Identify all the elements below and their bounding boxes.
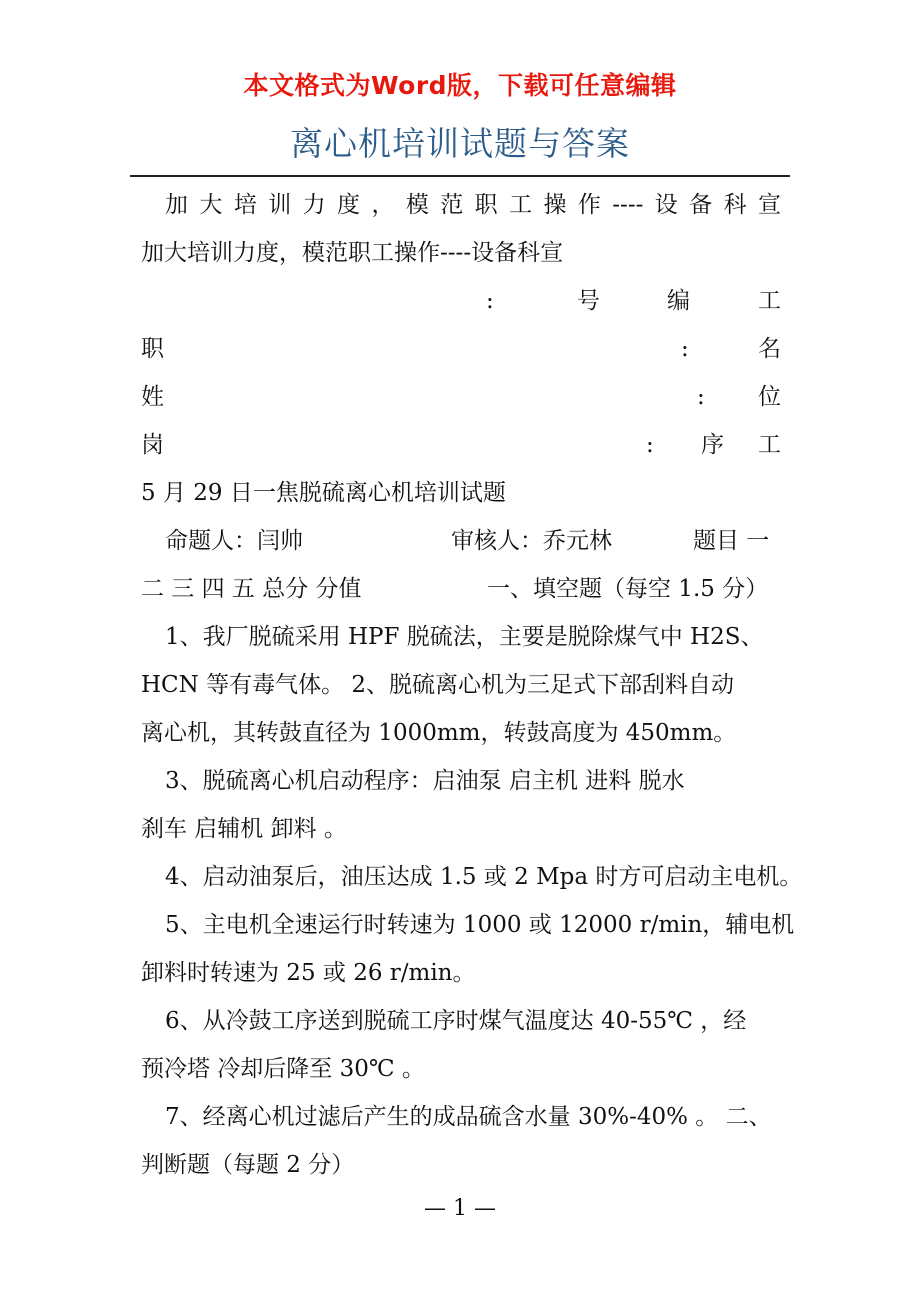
char: 作 [577,192,601,218]
text-line-10: 1、我厂脱硫采用 HPF 脱硫法，主要是脱除煤气中 H2S、 [165,624,764,650]
char: ---- [612,192,644,218]
char: 训 [268,192,292,218]
char: 大 [199,192,223,218]
text-line-21: 判断题（每题 2 分） [141,1152,355,1178]
text-line-18: 6、从冷鼓工序送到脱硫工序时煤气温度达 40-55℃ ，经 [165,1008,747,1034]
char: 工 [758,288,781,314]
text-line-7: 5 月 29 日一焦脱硫离心机培训试题 [141,480,506,506]
char: 力 [302,192,326,218]
char: 备 [689,192,713,218]
char: 岗 [141,432,164,458]
proposer: 命题人：闫帅 [165,528,303,554]
char: 职 [474,192,498,218]
char: 名 [758,336,781,362]
char: 度 [337,192,361,218]
document-title: 离心机培训试题与答案 [290,124,630,163]
text-line-12: 离心机，其转鼓直径为 1000mm，转鼓高度为 450mm。 [141,720,737,746]
colon: : [646,432,654,458]
char: 位 [758,384,781,410]
question-header: 题目 一 [693,528,770,554]
char: 号 [577,288,600,314]
text-line-19: 预冷塔 冷却后降至 30℃ 。 [141,1056,425,1082]
section-fill-blank: 一、填空题（每空 1.5 分） [487,576,769,602]
text-line-11: HCN 等有毒气体。 2、脱硫离心机为三足式下部刮料自动 [141,672,735,698]
char: 模 [405,192,429,218]
char: 宣 [758,192,781,218]
char: ， [371,192,395,218]
colon: : [486,288,494,314]
char: 编 [667,288,690,314]
char: 姓 [141,384,164,410]
score-header: 二 三 四 五 总分 分值 [141,576,362,602]
char: 科 [723,192,747,218]
colon: : [681,336,689,362]
text-line-15: 4、启动油泵后，油压达成 1.5 或 2 Mpa 时方可启动主电机。 [165,864,803,890]
page-number: — 1 — [424,1196,496,1221]
char: 工 [509,192,533,218]
text-line-16: 5、主电机全速运行时转速为 1000 或 12000 r/min，辅电机 [165,912,795,938]
spaced-line-1 [141,190,781,220]
format-notice-banner: 本文格式为Word版，下载可任意编辑 [243,71,677,100]
char: 范 [440,192,464,218]
char: 序 [701,432,724,458]
text-line-17: 卸料时转速为 25 或 26 r/min。 [141,960,476,986]
char: 设 [654,192,678,218]
colon: : [697,384,705,410]
char: 培 [233,192,257,218]
text-line-2: 加大培训力度，模范职工操作----设备科宣 [141,240,564,266]
char: 加 [165,192,188,218]
char: 职 [141,336,164,362]
reviewer: 审核人：乔元林 [451,528,612,554]
text-line-20: 7、经离心机过滤后产生的成品硫含水量 30%-40% 。 二、 [165,1104,772,1130]
char: 操 [543,192,567,218]
char: 工 [758,432,781,458]
title-divider [130,175,790,177]
text-line-13: 3、脱硫离心机启动程序：启油泵 启主机 进料 脱水 [165,768,685,794]
text-line-14: 刹车 启辅机 卸料 。 [141,816,347,842]
